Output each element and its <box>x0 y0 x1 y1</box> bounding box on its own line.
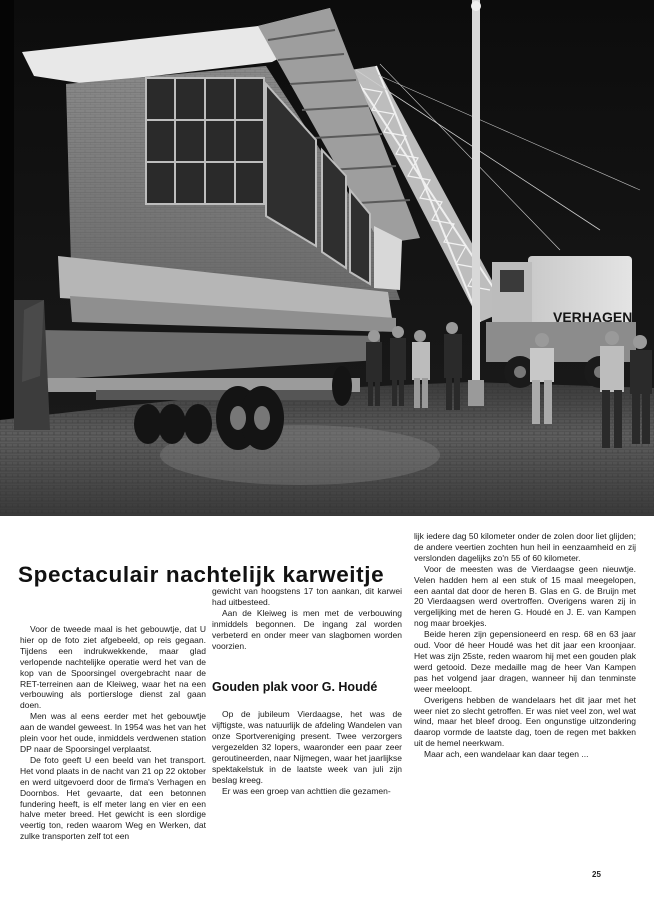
article-column-1 <box>20 624 206 842</box>
page-number: 25 <box>592 870 601 879</box>
paragraph: Overigens hebben de wandelaars het dit jaar met het weer niet zo slecht getroffen. Er was niet veel zon, wel wat wind, maar het bleef droog. Een ongunstige uitzondering daarop vormde de laatste dag, toen de regen met bakken uit de hemel neerkwam. <box>414 694 636 749</box>
crane-label: VERHAGEN <box>553 309 633 325</box>
paragraph: Men was al eens eerder met het gebouwtje aan de wandel geweest. In 1954 was het van het plein voor het oude, inmiddels verdwenen station DP naar de Spoorsingel verplaatst. <box>20 711 206 754</box>
paragraph: De foto geeft U een beeld van het transport. Het vond plaats in de nacht van 21 op 22 oktober en werd uitgevoerd door de firma's Verhagen en Doornbos. Het gevaarte, dat een betonnen fundering heeft, is elf meter lang en vier en een halve meter breed. Het gewicht is een slordige veertig ton, reden waarom Weg en Werken, dat zulke transporten zelf tot een <box>20 754 206 842</box>
subheading: Gouden plak voor G. Houdé <box>212 680 378 695</box>
paragraph: Op de jubileum Vierdaagse, het was de vijftigste, was natuurlijk de afdeling Wandelen van onze Sportvereniging present. Twee verzorgers vergezelden 32 lopers, waaronder een paar zeer geroutineerden, naar Nijmegen, waar het jaarlijkse spektakelstuk in de laatste week van juli zijn beslag kreeg. <box>212 709 402 785</box>
paragraph: lijk iedere dag 50 kilometer onder de zolen door liet glijden; de andere veertien zochten hun heil in eenzaamheid en zij verslonden dagelijks zo'n 55 of 60 kilometer. <box>414 531 636 563</box>
paragraph: Voor de tweede maal is het gebouwtje, dat U hier op de foto ziet afgebeeld, op reis gegaan. Tijdens een indrukwekkende, maar glad verlopende nachtelijke operatie werd het van de kop van de Spoorsingel overgebracht naar de RET-terreinen aan de Kleiweg, waar het na een verbouwing als portiersloge dienst zal gaan doen. <box>20 624 206 711</box>
article-title: Spectaculair nachtelijk karweitje <box>18 562 385 587</box>
paragraph: Er was een groep van achttien die gezamen- <box>222 785 391 796</box>
paragraph: Maar ach, een wandelaar kan daar tegen ... <box>424 749 589 760</box>
article-column-2 <box>212 586 402 797</box>
lamp-post <box>472 0 480 400</box>
paragraph: Beide heren zijn gepensioneerd en resp. 68 en 63 jaar oud. Voor dé heer Houdé was het dit jaar een kroonjaar. Het was zijn 25ste, reden waarom hij met een gouden plak werd getooid. Deze medaille mag de heer Van Kampen pas het volgend jaar dragen, wanneer hij dan tenminste weer meeloopt. <box>414 629 636 694</box>
paragraph: Voor de meesten was de Vierdaagse geen nieuwtje. Velen hadden hem al een stuk of 15 maal meegelopen, een aantal dat door de heren B. Glas en G. de Bruijn met 20 Vierdaagsen werd overtroffen. Overigens waren zij in vergelijking met de heren G. Houdé en J. E. van Kampen nog maar broekjes. <box>414 563 636 629</box>
paragraph: gewicht van hoogstens 17 ton aankan, dit karwei had uitbesteed. <box>212 586 402 607</box>
article-column-3 <box>414 531 636 760</box>
paragraph: Aan de Kleiweg is men met de verbouwing inmiddels begonnen. De ingang zal worden verbeterd en onder meer van slagbomen worden voorzien. <box>212 607 402 651</box>
